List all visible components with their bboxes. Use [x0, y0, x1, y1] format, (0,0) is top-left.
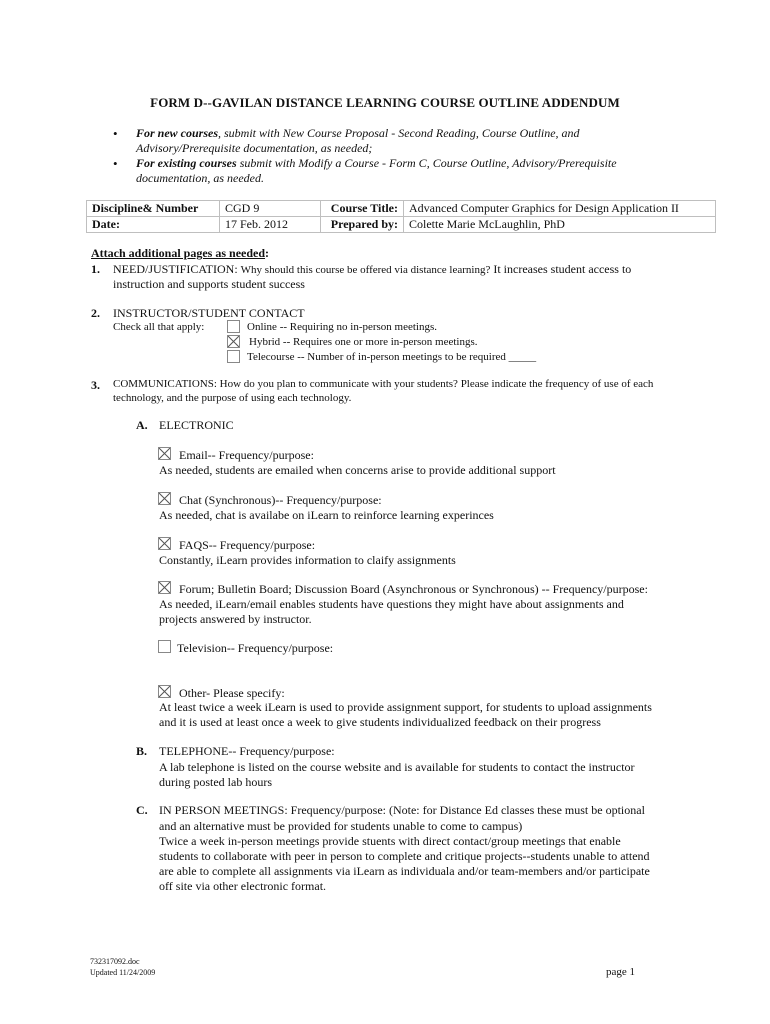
forum-answer-line2: projects answered by instructor.	[159, 612, 312, 626]
television-label: Television-- Frequency/purpose:	[177, 641, 334, 655]
footer-updated: Updated 11/24/2009	[90, 968, 156, 977]
other-label: Other- Please specify:	[179, 686, 285, 700]
attach-note-text: Attach additional pages as needed	[91, 246, 266, 260]
instruction-new-line1	[136, 126, 580, 141]
telephone-letter: B.	[136, 744, 148, 758]
discipline-value: CGD 9	[220, 201, 321, 217]
telecourse-checkbox[interactable]	[227, 350, 240, 363]
section1-question: Why should this course be offered via distance learning?	[240, 264, 491, 276]
electronic-heading: ELECTRONIC	[159, 418, 234, 432]
in-person-answer-line3: are able to complete all assignments via iLearn as individuala and/or team-members and/or participate	[159, 864, 650, 878]
online-option-label: Online -- Requiring no in-person meetings.	[247, 321, 438, 333]
attach-note: Attach additional pages as needed:	[91, 246, 270, 260]
course-info-table	[86, 200, 716, 233]
email-answer: As needed, students are emailed when concerns arise to provide additional support	[159, 463, 556, 477]
online-checkbox[interactable]	[227, 320, 240, 333]
section1-answer-line1: It increases student access to	[493, 262, 632, 276]
forum-checkbox[interactable]	[158, 581, 171, 594]
in-person-letter: C.	[136, 803, 148, 817]
email-checkbox[interactable]	[158, 447, 171, 460]
television-checkbox[interactable]	[158, 640, 171, 653]
bullet-icon: •	[113, 156, 118, 171]
table-row	[87, 201, 716, 217]
discipline-label: Discipline& Number	[87, 201, 220, 217]
section3-heading-line2: technology, and the purpose of using each technology.	[113, 392, 352, 404]
check-x-icon	[159, 493, 170, 504]
course-title-label: Course Title:	[321, 201, 404, 217]
section1-number: 1.	[91, 262, 100, 276]
prepared-by-value: Colette Marie McLaughlin, PhD	[404, 217, 716, 233]
forum-label: Forum; Bulletin Board; Discussion Board (Asynchronous or Synchronous) -- Frequency/purpose:	[179, 582, 648, 596]
electronic-letter: A.	[136, 418, 148, 432]
check-all-label: Check all that apply:	[113, 321, 205, 333]
section3-heading-line1: COMMUNICATIONS: How do you plan to communicate with your students? Please indicate the frequency of use of each	[113, 378, 654, 390]
instruction-new-rest: , submit with New Course Proposal - Second Reading, Course Outline, and	[218, 126, 580, 140]
table-row	[87, 217, 716, 233]
faqs-label: FAQS-- Frequency/purpose:	[179, 538, 316, 552]
instruction-new-lead: For new courses	[136, 126, 219, 140]
footer-doc-id: 732317092.doc	[90, 957, 140, 966]
page-title: FORM D--GAVILAN DISTANCE LEARNING COURSE OUTLINE ADDENDUM	[150, 95, 620, 110]
check-x-icon	[159, 448, 170, 459]
telecourse-label-text: Telecourse -- Number of in-person meetings to be required	[247, 351, 506, 363]
instruction-new-line2: Advisory/Prerequisite documentation, as needed;	[136, 141, 373, 155]
instruction-existing-line2: documentation, as needed.	[136, 171, 264, 185]
page-number: page 1	[606, 966, 636, 978]
prepared-by-label: Prepared by:	[321, 217, 404, 233]
instruction-existing-lead: For existing courses	[136, 156, 237, 170]
section1-line1	[113, 262, 631, 277]
date-value: 17 Feb. 2012	[220, 217, 321, 233]
telecourse-option-label	[247, 351, 536, 363]
in-person-heading-line1: IN PERSON MEETINGS: Frequency/purpose: (Note: for Distance Ed classes these must be optional	[159, 803, 645, 817]
check-x-icon	[159, 582, 170, 593]
course-title-value: Advanced Computer Graphics for Design Application II	[404, 201, 716, 217]
instruction-existing-rest: submit with Modify a Course - Form C, Course Outline, Advisory/Prerequisite	[236, 156, 617, 170]
check-x-icon	[228, 336, 239, 347]
email-label: Email-- Frequency/purpose:	[179, 448, 314, 462]
other-answer-line2: and it is used at least once a week to give students individualized feedback on their progress	[159, 715, 601, 729]
check-x-icon	[159, 686, 170, 697]
section3-number: 3.	[91, 378, 100, 392]
check-x-icon	[159, 538, 170, 549]
section2-heading: INSTRUCTOR/STUDENT CONTACT	[113, 306, 305, 320]
in-person-answer-line1: Twice a week in-person meetings provide stuents with direct contact/group meetings that enable	[159, 834, 621, 848]
date-label: Date:	[87, 217, 220, 233]
telecourse-blank: _____	[508, 351, 537, 363]
bullet-icon: •	[113, 126, 118, 141]
forum-answer-line1: As needed, iLearn/email enables students have questions they might have about assignments and	[159, 597, 624, 611]
in-person-answer-line4: off site via other electronic format.	[159, 879, 327, 893]
telephone-answer-line1: A lab telephone is listed on the course website and is available for students to contact the instructor	[159, 760, 635, 774]
other-answer-line1: At least twice a week iLearn is used to provide assignment support, for students to upload assignments	[159, 700, 652, 714]
chat-label: Chat (Synchronous)-- Frequency/purpose:	[179, 493, 382, 507]
hybrid-option-label: Hybrid -- Requires one or more in-person meetings.	[249, 336, 478, 348]
section2-number: 2.	[91, 306, 100, 320]
faqs-checkbox[interactable]	[158, 537, 171, 550]
hybrid-checkbox[interactable]	[227, 335, 240, 348]
section1-answer-line2: instruction and supports student success	[113, 277, 305, 291]
other-checkbox[interactable]	[158, 685, 171, 698]
faqs-answer: Constantly, iLearn provides information to claify assignments	[159, 553, 456, 567]
section1-heading: NEED/JUSTIFICATION:	[113, 262, 238, 276]
chat-checkbox[interactable]	[158, 492, 171, 505]
in-person-heading-line2: and an alternative must be provided for students unable to come to campus)	[159, 819, 523, 833]
telephone-answer-line2: during posted lab hours	[159, 775, 272, 789]
instruction-existing-line1	[136, 156, 617, 171]
telephone-heading: TELEPHONE-- Frequency/purpose:	[159, 744, 335, 758]
chat-answer: As needed, chat is availabe on iLearn to reinforce learning experinces	[159, 508, 494, 522]
in-person-answer-line2: students to collaborate with peer in person to complete and critique projects--students unable to attend	[159, 849, 650, 863]
